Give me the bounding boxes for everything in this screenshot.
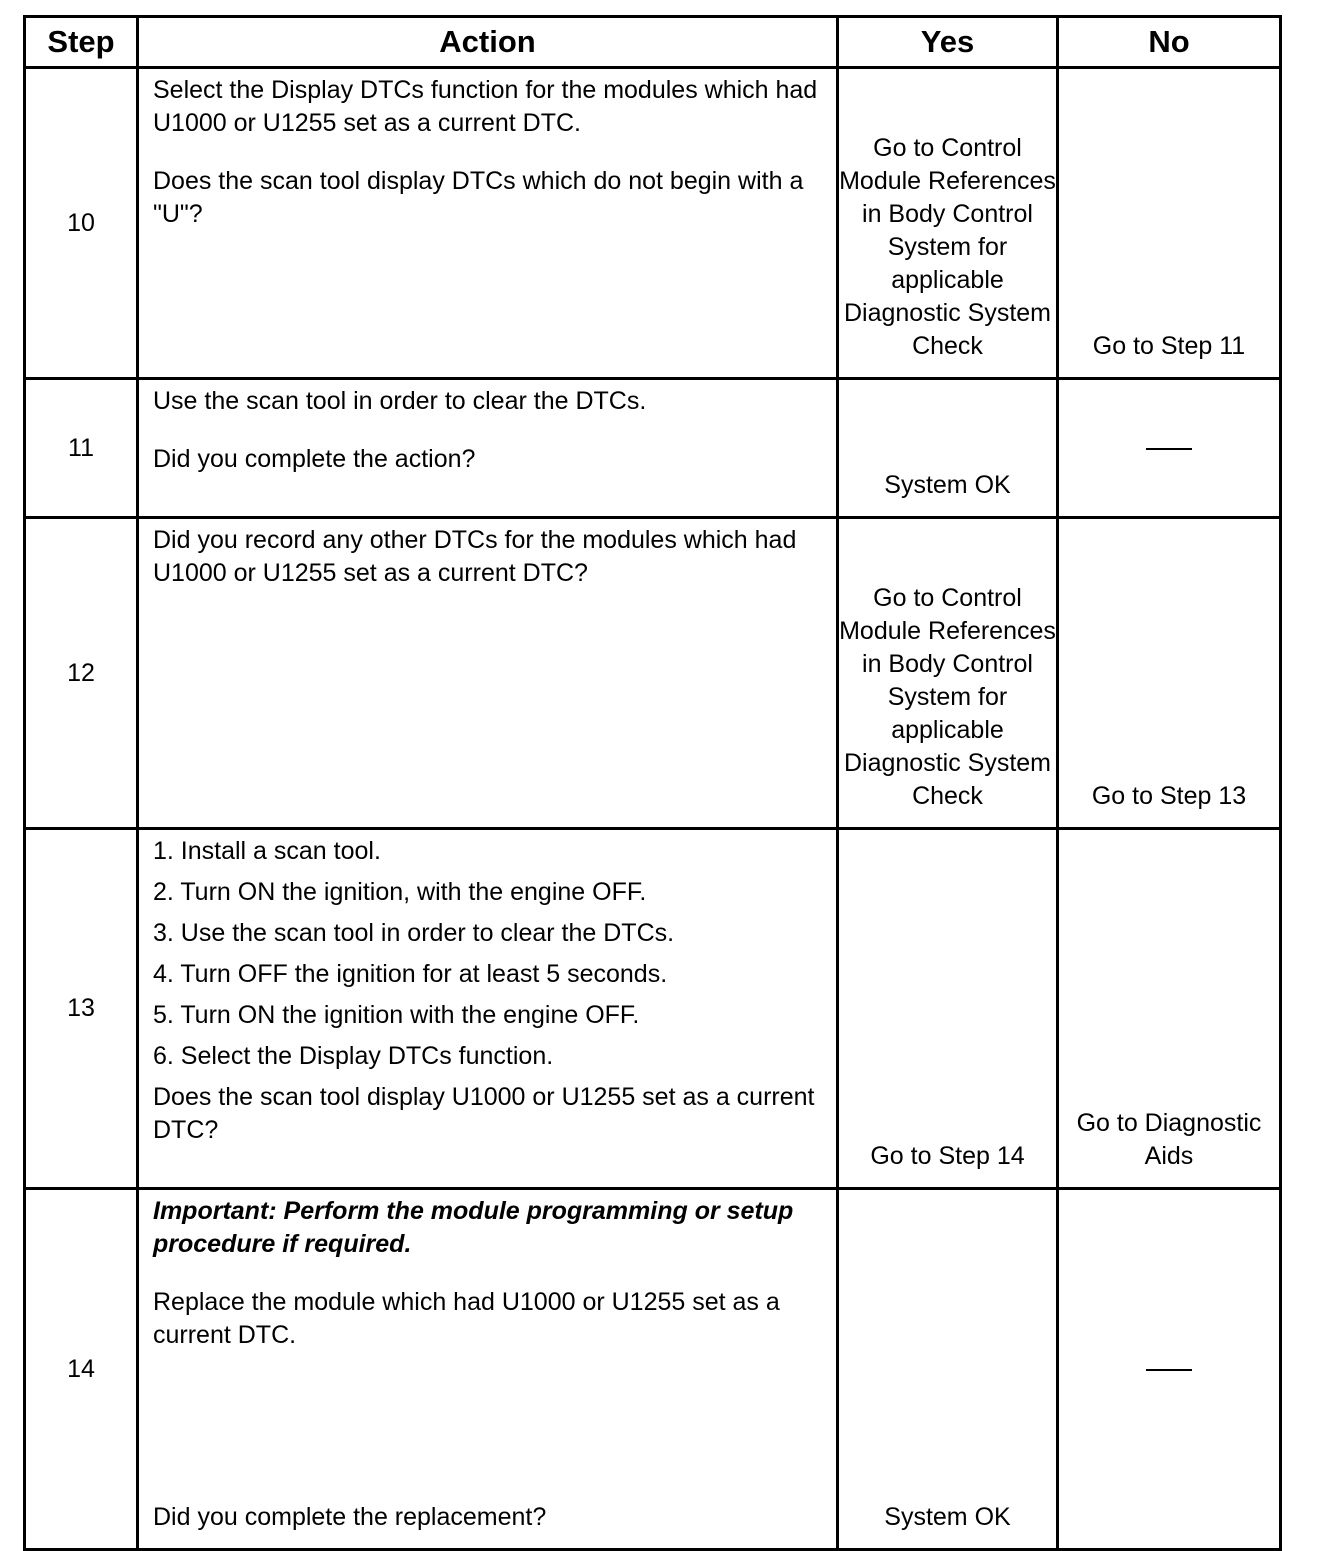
table-row	[25, 829, 1281, 1189]
table-row	[25, 518, 1281, 829]
step-number: 14	[25, 1189, 138, 1550]
header-no: No	[1058, 17, 1281, 68]
action-cell	[138, 518, 838, 829]
procedure-step: 1. Install a scan tool.	[153, 837, 381, 865]
action-cell	[138, 68, 838, 379]
no-cell	[1058, 379, 1281, 518]
yes-cell: Go to Control Module References in Body Control System for applicable Diagnostic System Check	[838, 68, 1058, 379]
table-row	[25, 379, 1281, 518]
procedure-step: 6. Select the Display DTCs function.	[153, 1042, 554, 1070]
action-text: Select the Display DTCs function for the modules which had U1000 or U1255 set as a current DTC.	[153, 76, 818, 137]
header-row	[25, 17, 1281, 68]
action-cell	[138, 379, 838, 518]
action-text: Replace the module which had U1000 or U1255 set as a current DTC.	[153, 1288, 780, 1349]
procedure-step: 2. Turn ON the ignition, with the engine OFF.	[153, 878, 647, 906]
action-question: Did you complete the replacement?	[153, 1503, 547, 1531]
action-question: Does the scan tool display DTCs which do not begin with a "U"?	[153, 167, 804, 228]
action-question: Did you complete the action?	[153, 445, 476, 473]
procedure-step: 3. Use the scan tool in order to clear the DTCs.	[153, 919, 675, 947]
yes-cell: System OK	[838, 1189, 1058, 1550]
dash-mark	[1146, 448, 1192, 450]
action-text: Use the scan tool in order to clear the DTCs.	[153, 387, 647, 415]
important-note: Important: Perform the module programming or setup procedure if required.	[153, 1197, 794, 1258]
procedure-step: 5. Turn ON the ignition with the engine OFF.	[153, 1001, 640, 1029]
table-row	[25, 68, 1281, 379]
step-number: 12	[25, 518, 138, 829]
table-row	[25, 1189, 1281, 1550]
procedure-step: 4. Turn OFF the ignition for at least 5 seconds.	[153, 960, 668, 988]
no-cell	[1058, 1189, 1281, 1550]
step-number: 10	[25, 68, 138, 379]
no-cell: Go to Step 13	[1058, 518, 1281, 829]
header-action: Action	[138, 17, 838, 68]
diagnostic-table	[23, 15, 1282, 1551]
no-cell: Go to Diagnostic Aids	[1058, 829, 1281, 1189]
step-number: 13	[25, 829, 138, 1189]
yes-cell: System OK	[838, 379, 1058, 518]
action-cell	[138, 829, 838, 1189]
header-step: Step	[25, 17, 138, 68]
action-question: Does the scan tool display U1000 or U1255 set as a current DTC?	[153, 1083, 815, 1144]
yes-cell: Go to Control Module References in Body Control System for applicable Diagnostic System Check	[838, 518, 1058, 829]
action-question: Did you record any other DTCs for the modules which had U1000 or U1255 set as a current DTC?	[153, 526, 797, 587]
action-cell	[138, 1189, 838, 1550]
no-cell: Go to Step 11	[1058, 68, 1281, 379]
step-number: 11	[25, 379, 138, 518]
header-yes: Yes	[838, 17, 1058, 68]
dash-mark	[1146, 1369, 1192, 1371]
yes-cell: Go to Step 14	[838, 829, 1058, 1189]
